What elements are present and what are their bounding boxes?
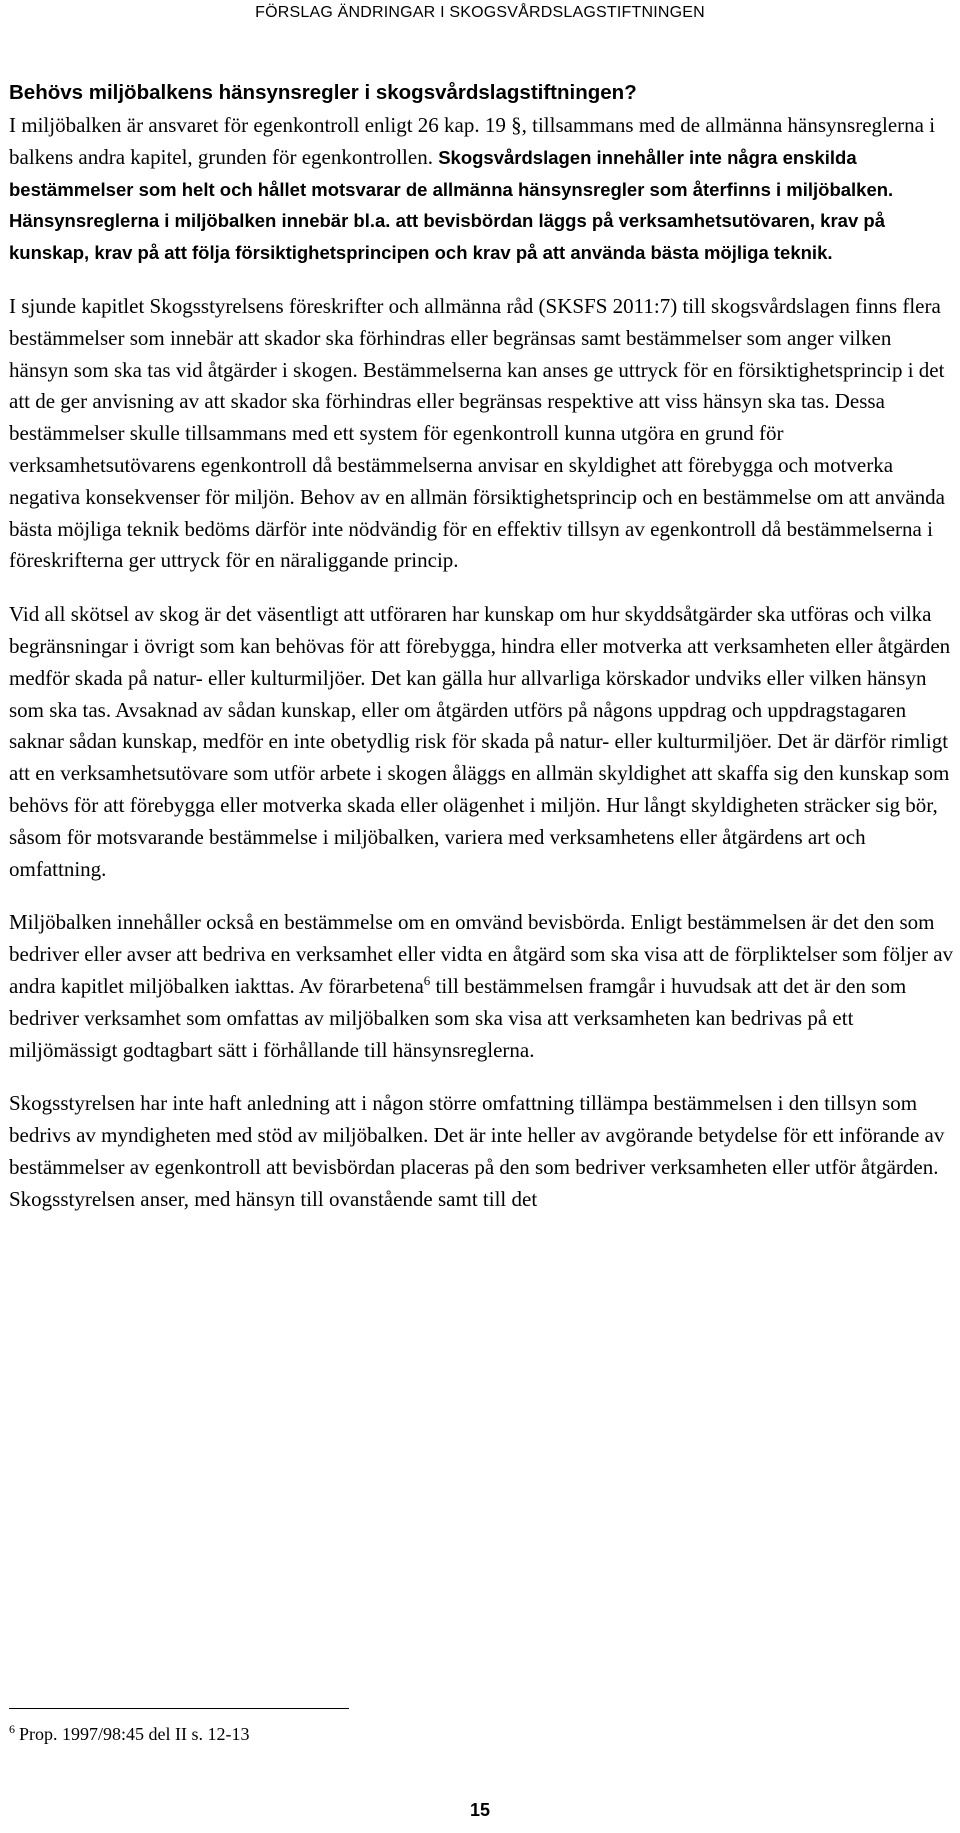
paragraph-3: Vid all skötsel av skog är det väsentligt att utföraren har kunskap om hur skyddsåtgärder ska utföras och vilka begränsningar i övrigt som kan behövas för att förebygga, hindra eller motverka att verksamheten eller åtgärden medför skada på natur- eller kulturmiljöer. Det kan gälla hur allvarliga körskador undviks eller vilken hänsyn som ska tas. Avsaknad av sådan kunskap, eller om åtgärden utförs på någons uppdrag och uppdragstagaren saknar sådan kunskap, medför en inte obetydlig risk för skada på natur- eller kulturmiljöer. Det är därför rimligt att en verksamhetsutövare som utför arbete i skogen åläggs en allmän skyldighet att skaffa sig den kunskap som behövs för att förebygga eller motverka skada eller olägenhet i miljön. Hur långt skyldigheten sträcker sig bör, såsom för motsvarande bestämmelse i miljöbalken, variera med verksamhetens eller åtgärdens art och omfattning. <box>9 602 951 881</box>
paragraph-5: Skogsstyrelsen har inte haft anledning att i någon större omfattning tillämpa bestämmelsen i den tillsyn som bedrivs av myndigheten med stöd av miljöbalken. Det är inte heller av avgörande betydelse för ett införande av bestämmelser av egenkontroll att bevisbördan placeras på den som bedriver verksamheten eller utför åtgärden. Skogsstyrelsen anser, med hänsyn till ovanstående samt till det <box>9 1091 945 1211</box>
paragraph-4-text-before: Miljöbalken innehåller också en bestämmelse om en omvänd bevisbörda. Enligt bestämmelsen är det den som bedriver eller avser att bedriva en verksamhet eller vidta en åtgärd som ska visa att de förpliktelser som följer av andra kapitlet miljöbalken iakttas. Av förarbetena <box>9 910 954 998</box>
paragraph-1-sans-run: Skogsvårdslagen innehåller inte några enskilda bestämmelser som helt och hållet motsvarar de allmänna hänsynsregler som återfinns i miljöbalken. Hänsynsreglerna i miljöbalken innebär bl.a. att bevisbördan läggs på verksamhetsutövaren, krav på kunskap, krav på att följa försiktighetsprincipen och krav på att använda bästa möjliga teknik. <box>9 146 894 264</box>
footnote-reference[interactable]: 6 <box>423 972 431 988</box>
running-header: FÖRSLAG ÄNDRINGAR I SKOGSVÅRDSLAGSTIFTNINGEN <box>255 4 705 21</box>
section-heading: Behövs miljöbalkens hänsynsregler i skogsvårdslagstiftningen? <box>9 81 637 104</box>
paragraph-4-text-after: till bestämmelsen framgår i huvudsak att det är den som bedriver verksamhet som omfattas av miljöbalken som ska visa att verksamheten kan bedrivas på ett miljömässigt godtagbart sätt i förhållande till hänsynsreglerna. <box>9 973 907 1062</box>
paragraph-1 <box>9 110 954 269</box>
footnote-text: Prop. 1997/98:45 del II s. 12-13 <box>19 1724 250 1744</box>
footnote-divider <box>9 1708 349 1709</box>
paragraph-1-lead: I miljöbalken är ansvaret för egenkontroll enligt 26 kap. 19 §, tillsammans med de allmänna hänsynsreglerna i balkens andra kapitel, grunden för egenkontrollen. <box>9 113 936 169</box>
document-body <box>9 78 954 1238</box>
paragraph-4 <box>9 907 954 1066</box>
page-number: 15 <box>469 1800 491 1820</box>
paragraph-2: I sjunde kapitlet Skogsstyrelsens föreskrifter och allmänna råd (SKSFS 2011:7) till skogsvårdslagen finns flera bestämmelser som innebär att skador ska förhindras eller begränsas samt bestämmelser som anger vilken hänsyn som ska tas vid åtgärder i skogen. Bestämmelserna kan anses ge uttryck för en försiktighetsprincip i det att de ger anvisning av att skador ska förhindras eller begränsas respektive att viss hänsyn ska tas. Dessa bestämmelser skulle tillsammans med ett system för egenkontroll kunna utgöra en grund för verksamhetsutövarens egenkontroll då bestämmelserna anvisar en skyldighet att förebygga och motverka negativa konsekvenser för miljön. Behov av en allmän försiktighetsprincip och en bestämmelse om att använda bästa möjliga teknik bedöms därför inte nödvändig för en effektiv tillsyn av egenkontroll då bestämmelserna i föreskrifterna ger uttryck för en näraliggande princip. <box>9 293 945 573</box>
footnote <box>9 1722 249 1746</box>
footnote-number: 6 <box>9 1722 15 1736</box>
